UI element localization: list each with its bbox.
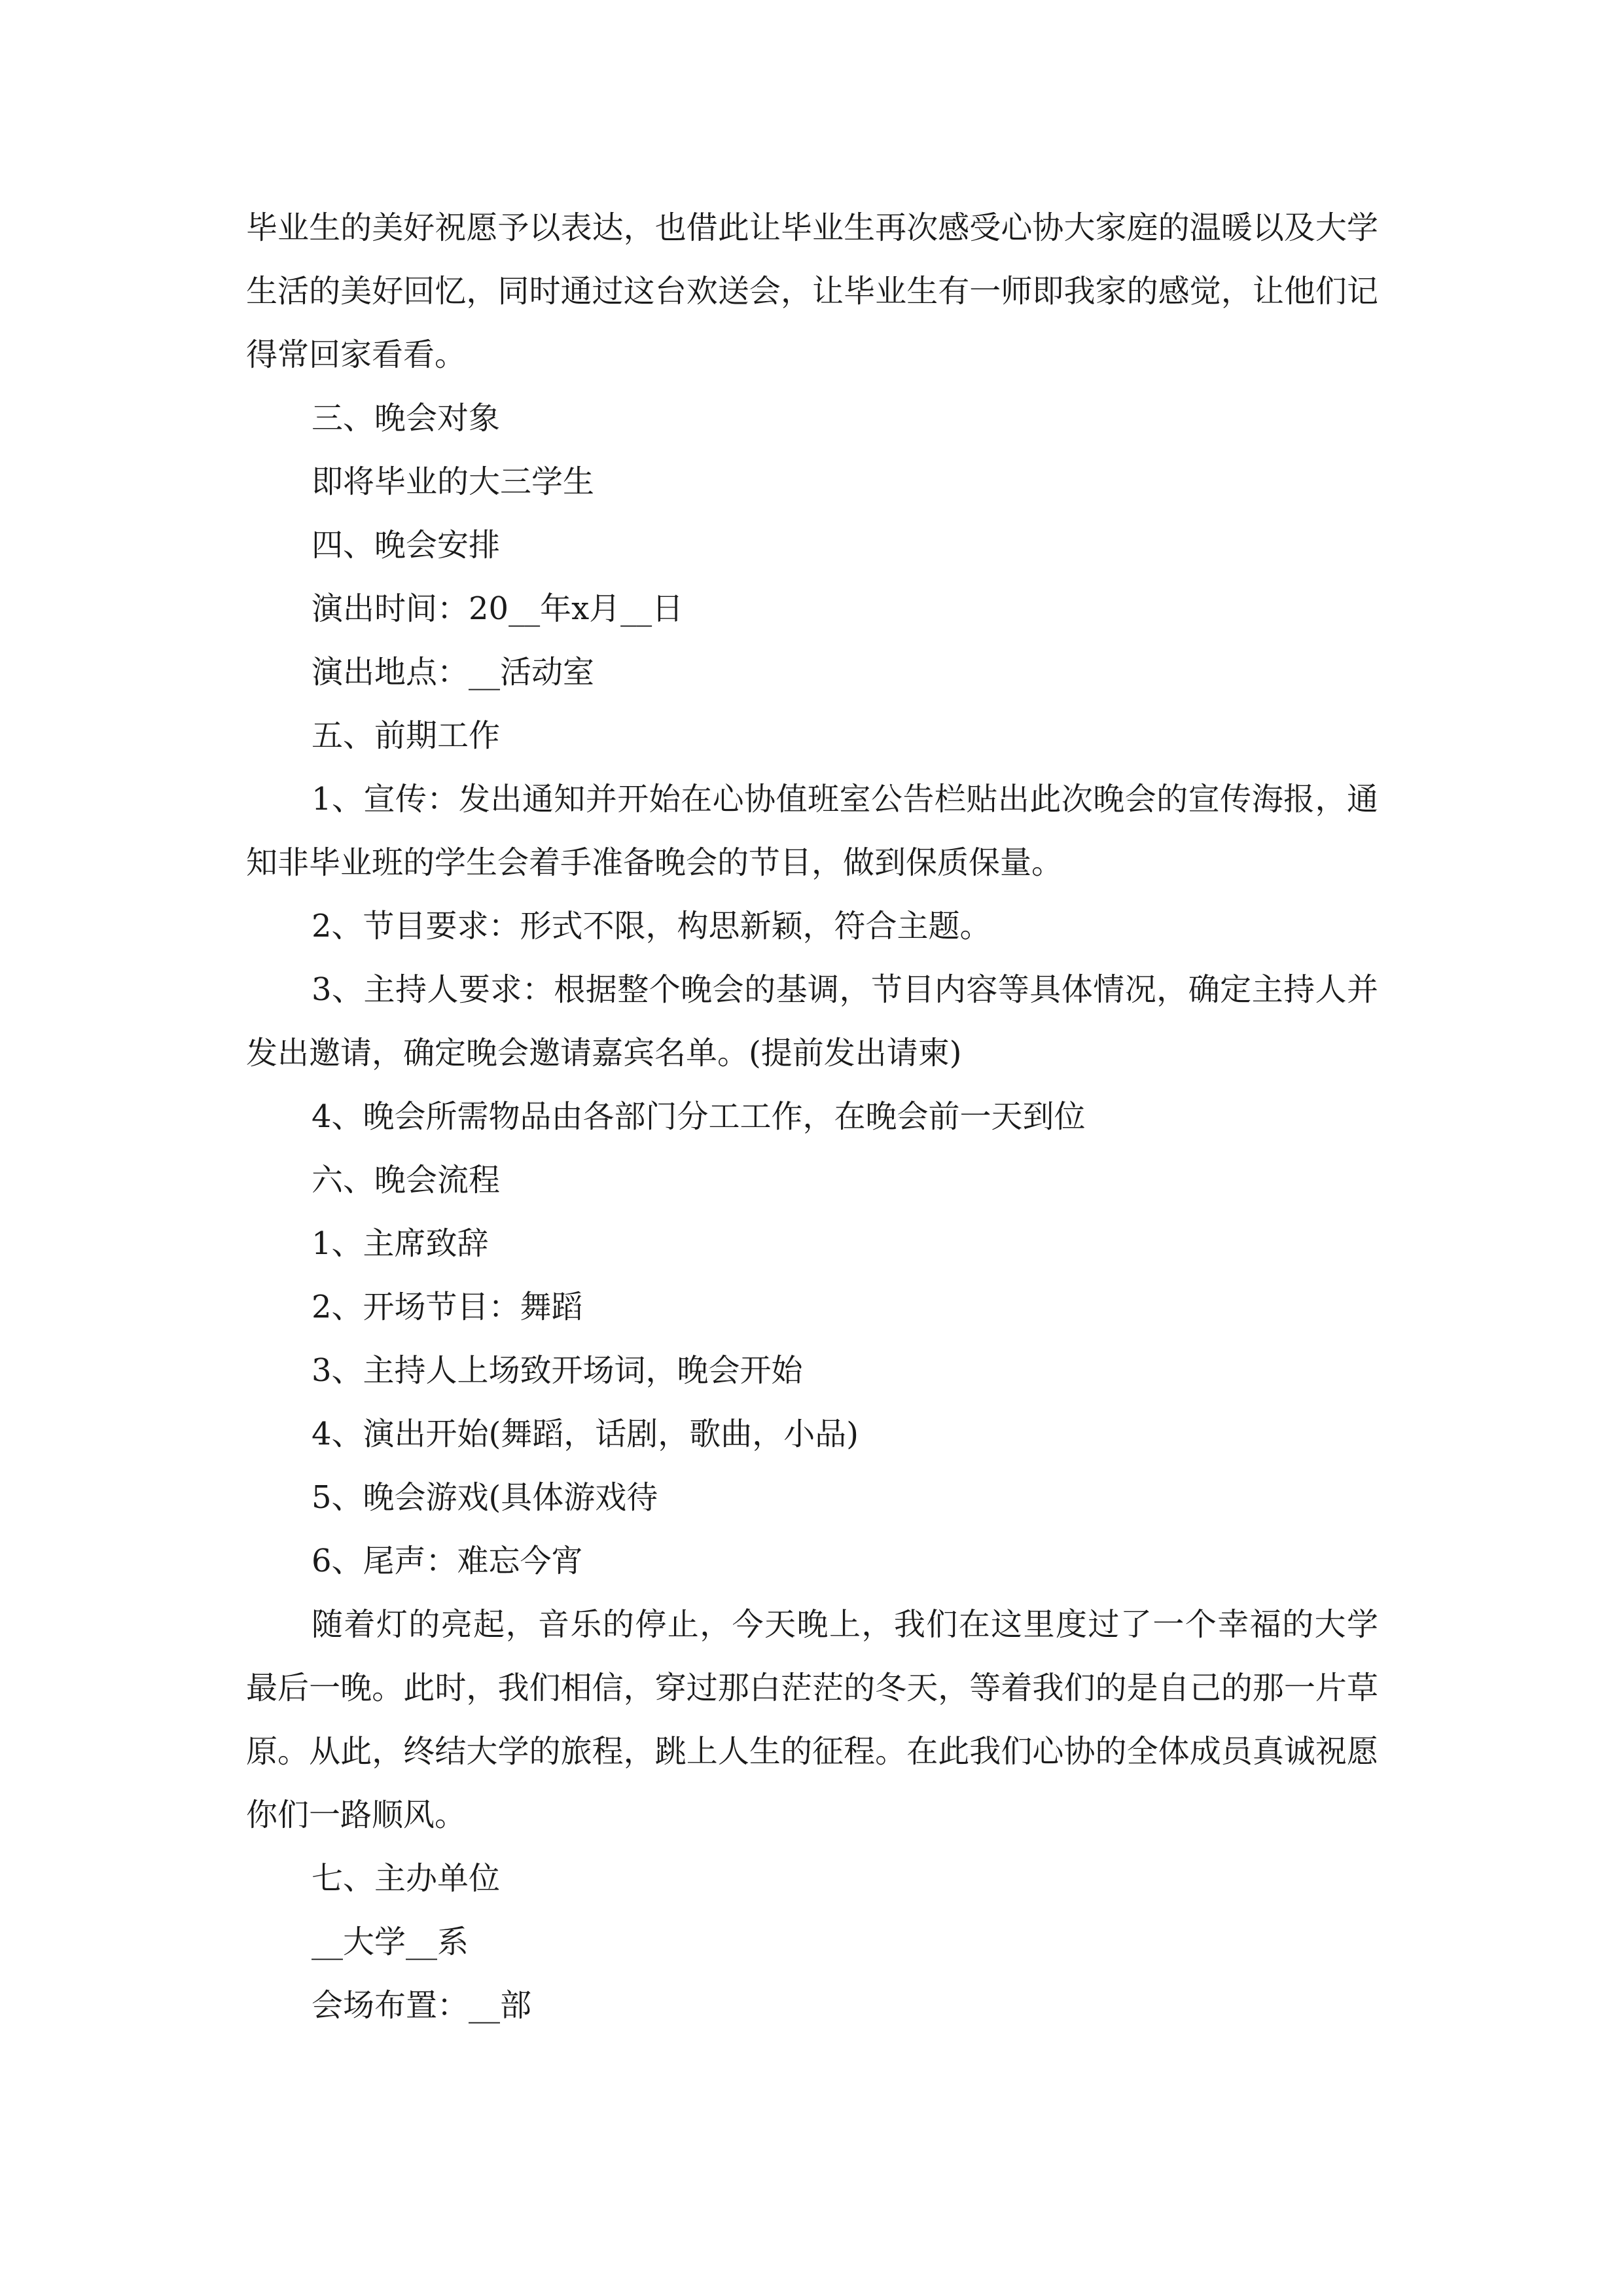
paragraph-performance-time: 演出时间：20__年x月__日 (312, 590, 684, 627)
paragraph-intro-continuation: 毕业生的美好祝愿予以表达，也借此让毕业生再次感受心协大家庭的温暖以及大学生活的美好回忆，同时通过这台欢送会，让毕业生有一师即我家的感觉，让他们记得常回家看看。 (246, 209, 1378, 373)
list-item-chair-speech: 1、主席致辞 (312, 1225, 489, 1262)
paragraph-closing-words: 随着灯的亮起，音乐的停止，今天晚上，我们在这里度过了一个幸福的大学最后一晚。此时，我们相信，穿过那白茫茫的冬天，等着我们的是自己的那一片草原。从此，终结大学的旅程，跳上人生的征程。在此我们心协的全体成员真诚祝愿你们一路顺风。 (246, 1606, 1378, 1833)
paragraph-host-requirements: 3、主持人要求：根据整个晚会的基调，节目内容等具体情况，确定主持人并发出邀请，确定晚会邀请嘉宾名单。(提前发出请柬) (246, 971, 1378, 1071)
heading-arrangement: 四、晚会安排 (312, 527, 501, 564)
list-item-performances: 4、演出开始(舞蹈，话剧，歌曲，小品) (312, 1416, 859, 1452)
paragraph-venue-setup: 会场布置：__部 (312, 1987, 532, 2024)
paragraph-audience: 即将毕业的大三学生 (312, 463, 595, 500)
heading-organizer: 七、主办单位 (312, 1860, 501, 1897)
document-page (246, 196, 1378, 2037)
list-item-finale: 6、尾声：难忘今宵 (312, 1543, 583, 1579)
list-item-opening-dance: 2、开场节目：舞蹈 (312, 1289, 583, 1325)
heading-preparation: 五、前期工作 (312, 717, 501, 754)
list-item-host-opening: 3、主持人上场致开场词，晚会开始 (312, 1352, 803, 1389)
paragraph-program-requirements: 2、节目要求：形式不限，构思新颖，符合主题。 (312, 908, 991, 944)
paragraph-supplies: 4、晚会所需物品由各部门分工工作，在晚会前一天到位 (312, 1098, 1086, 1135)
paragraph-publicity: 1、宣传：发出通知并开始在心协值班室公告栏贴出此次晚会的宣传海报，通知非毕业班的学生会着手准备晚会的节目，做到保质保量。 (246, 781, 1378, 881)
paragraph-performance-location: 演出地点：__活动室 (312, 654, 595, 691)
paragraph-organizer-university: __大学__系 (312, 1924, 469, 1960)
heading-audience: 三、晚会对象 (312, 400, 501, 437)
heading-program-flow: 六、晚会流程 (312, 1162, 501, 1198)
list-item-games: 5、晚会游戏(具体游戏待 (312, 1479, 658, 1516)
